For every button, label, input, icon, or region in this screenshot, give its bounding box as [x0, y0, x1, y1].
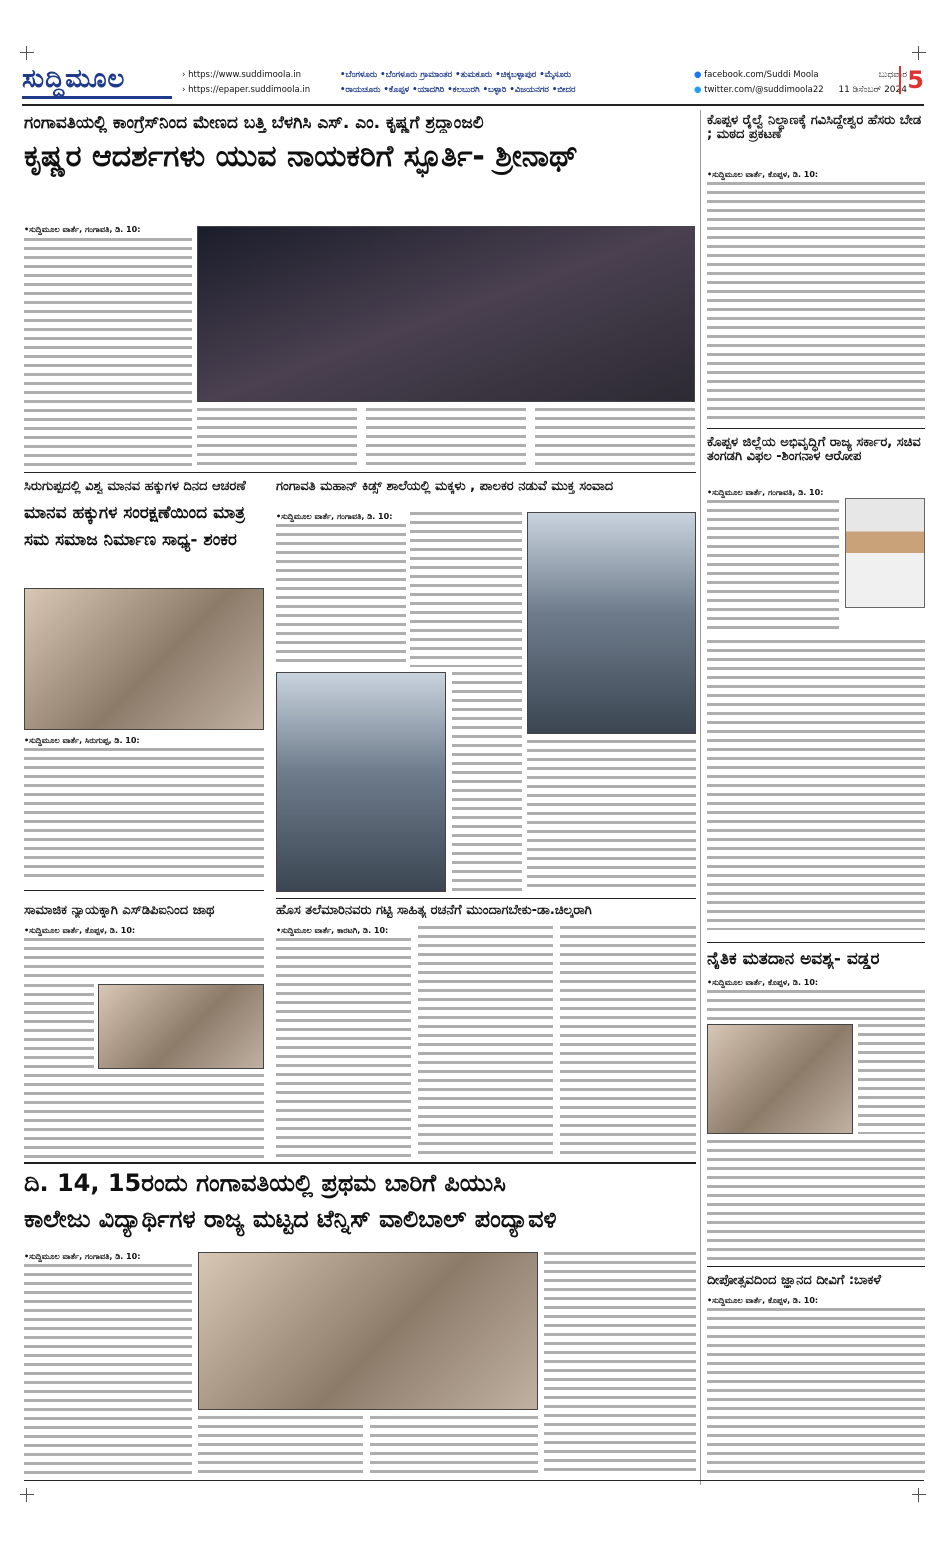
masthead-date: [827, 68, 907, 98]
bottom-body-col-3: [198, 1416, 363, 1474]
right4-headline: ದೀಪೋತ್ಸವದಿಂದ ಜ್ಞಾನದ ದೀವಿಗೆ :ಬಾಕಳೆ: [707, 1274, 881, 1288]
page-bottom-rule: [24, 1480, 924, 1481]
facebook-icon: ●: [694, 70, 702, 80]
right4-body: [707, 1308, 925, 1474]
left2-bottom-rule: [24, 890, 264, 891]
newspaper-logo[interactable]: ಸುದ್ದಿಮೂಲ: [22, 64, 126, 94]
right3-photo: [707, 1024, 853, 1134]
bottom-dateline: •ಸುದ್ದಿಮೂಲ ವಾರ್ತೆ, ಗಂಗಾವತಿ, ಡಿ. 10:: [24, 1252, 141, 1261]
right2-dateline: •ಸುದ್ದಿಮೂಲ ವಾರ್ತೆ, ಗಂಗಾವತಿ, ಡಿ. 10:: [707, 488, 824, 497]
lead-headline: ಕೃಷ್ಣರ ಆದರ್ಶಗಳು ಯುವ ನಾಯಕರಿಗೆ ಸ್ಫೂರ್ತಿ- ಶ್ರೀನಾಥ್: [24, 140, 579, 174]
registration-mark-tr: [912, 46, 926, 60]
mid-bottom-rule: [276, 898, 696, 899]
left3-headline: ಸಾಮಾಜಿಕ ನ್ಯಾಯಕ್ಕಾಗಿ ಎಸ್‌ಡಿಪಿಐನಿಂದ ಜಾಥ: [24, 904, 215, 918]
logo-underline: [22, 96, 172, 99]
masthead: [22, 62, 924, 106]
mid2-dateline: •ಸುದ್ದಿಮೂಲ ವಾರ್ತೆ, ಕಾರಟಗಿ, ಡಿ. 10:: [276, 926, 389, 935]
mid-photo-group: [276, 672, 446, 892]
bottom-headline-2: ಕಾಲೇಜು ವಿದ್ಯಾರ್ಥಿಗಳ ರಾಜ್ಯ ಮಟ್ಟದ ಟೆನ್ನಿಸ್ ವಾಲಿಬಾಲ್ ಪಂದ್ಯಾವಳಿ: [24, 1206, 557, 1233]
left3-dateline: •ಸುದ್ದಿಮೂಲ ವಾರ್ತೆ, ಕೊಪ್ಪಳ, ಡಿ. 10:: [24, 926, 136, 935]
twitter-link[interactable]: twitter.com/@suddimoola22: [704, 85, 824, 95]
left3-body-top: [24, 938, 264, 980]
registration-mark-tl: [20, 46, 34, 60]
left2-dateline: •ಸುದ್ದಿಮೂಲ ವಾರ್ತೆ, ಸಿರುಗುಪ್ಪ, ಡಿ. 10:: [24, 736, 140, 745]
right4-dateline: •ಸುದ್ದಿಮೂಲ ವಾರ್ತೆ, ಕೊಪ್ಪಳ, ಡಿ. 10:: [707, 1296, 819, 1305]
left3-body: [24, 1074, 264, 1158]
right3-body-top: [707, 990, 925, 1020]
mid-body-col-2: [410, 512, 522, 667]
registration-mark-br: [912, 1488, 926, 1502]
right2-headline: ಕೊಪ್ಪಳ ಜಿಲ್ಲೆಯ ಅಭಿವೃದ್ಧಿಗೆ ರಾಜ್ಯ ಸರ್ಕಾರ, ಸಚಿವ ತಂಗಡಗಿ ವಿಫಲ -ಶಿಂಗನಾಳ ಆರೋಪ: [707, 436, 921, 465]
lead-photo-candlelight-tribute: [197, 226, 695, 402]
right2-body: [707, 640, 925, 930]
right2-portrait: [845, 498, 925, 608]
right2-body-top: [707, 500, 839, 635]
masthead-social: [694, 68, 824, 98]
twitter-icon: ●: [694, 85, 702, 95]
mid2-headline: ಹೊಸ ತಲೆಮಾರಿನವರು ಗಟ್ಟಿ ಸಾಹಿತ್ಯ ರಚನೆಗೆ ಮುಂದಾಗಬೇಕು-ಡಾ.ಚಿಲ್ಕರಾಗಿ: [276, 904, 592, 918]
right1-bottom-rule: [707, 428, 925, 429]
mid2-body-col-1: [276, 938, 411, 1158]
facebook-link[interactable]: facebook.com/Suddi Moola: [704, 70, 819, 80]
issue-date: 11 ಡಿಸೆಂಬರ್ 2024: [838, 85, 907, 95]
mid-dateline: •ಸುದ್ದಿಮೂಲ ವಾರ್ತೆ, ಗಂಗಾವತಿ, ಡಿ. 10:: [276, 512, 393, 521]
mid-photo-parents-children: [527, 512, 696, 734]
right2-bottom-rule: [707, 942, 925, 943]
website-link[interactable]: › https://www.suddimoola.in: [182, 70, 302, 80]
page-number: 5: [899, 66, 924, 94]
mid2-body-col-3: [560, 926, 696, 1158]
cities-row-2: •ರಾಯಚೂರು •ಕೊಪ್ಪಳ •ಯಾದಗಿರಿ •ಕಲಬುರಗಿ •ಬಳ್ಳಾರಿ •ವಿಜಯನಗರ •ಬೀದರ: [340, 85, 576, 95]
lead-body-col-4: [535, 408, 695, 468]
bottom-body-col-1: [24, 1264, 192, 1474]
left2-photo-hospital-visit: [24, 588, 264, 730]
masthead-cities: [340, 68, 680, 98]
lead-body-col-3: [366, 408, 526, 468]
lead-body-col-1: [24, 238, 192, 468]
mid2-body-col-2: [418, 926, 553, 1158]
left2-headline: ಮಾನವ ಹಕ್ಕುಗಳ ಸಂರಕ್ಷಣೆಯಿಂದ ಮಾತ್ರ ಸಮ ಸಮಾಜ ನಿರ್ಮಾಣ ಸಾಧ್ಯ- ಶಂಕರ: [24, 503, 245, 550]
bottom-body-col-4: [370, 1416, 538, 1474]
masthead-links: [182, 68, 310, 98]
right3-bottom-rule: [707, 1266, 925, 1267]
lead-body-col-2: [197, 408, 357, 468]
right1-body: [707, 182, 925, 422]
mid-body-col-4: [527, 740, 696, 890]
lead-dateline: •ಸುದ್ದಿಮೂಲ ವಾರ್ತೆ, ಗಂಗಾವತಿ, ಡಿ. 10:: [24, 225, 141, 234]
right3-body-side: [858, 1024, 925, 1134]
lead-bottom-rule: [24, 472, 696, 473]
issue-day: ಬುಧವಾರ: [878, 70, 907, 80]
bottom-body-col-2: [544, 1252, 696, 1474]
registration-mark-bl: [20, 1488, 34, 1502]
mid-headline: ಗಂಗಾವತಿ ಮಹಾನ್ ಕಿಡ್ಸ್ ಶಾಲೆಯಲ್ಲಿ ಮಕ್ಕಳು , ಪಾಲಕರ ನಡುವೆ ಮುಕ್ತ ಸಂವಾದ: [276, 480, 614, 494]
mid-body-col-1: [276, 524, 406, 666]
left3-photo-press-meet: [98, 984, 264, 1069]
left2-kicker: ಸಿರುಗುಪ್ಪದಲ್ಲಿ ವಿಶ್ವ ಮಾನವ ಹಕ್ಕುಗಳ ದಿನದ ಆಚರಣೆ: [24, 480, 246, 494]
column-rule-right: [700, 110, 701, 1485]
right3-headline: ನೈತಿಕ ಮತದಾನ ಅವಶ್ಯ- ವಡ್ಡರ: [707, 950, 880, 969]
epaper-link[interactable]: › https://epaper.suddimoola.in: [182, 85, 311, 95]
left2-body: [24, 748, 264, 883]
right1-headline: ಕೊಪ್ಪಳ ರೈಲ್ವೆ ನಿಲ್ದಾಣಕ್ಕೆ ಗವಿಸಿದ್ದೇಶ್ವರ ಹೆಸರು ಬೇಡ ; ಮಠದ ಪ್ರಕಟಣೆ: [707, 114, 922, 143]
bottom-top-rule: [24, 1162, 696, 1164]
right3-dateline: •ಸುದ್ದಿಮೂಲ ವಾರ್ತೆ, ಕೊಪ್ಪಳ, ಡಿ. 10:: [707, 978, 819, 987]
right1-dateline: •ಸುದ್ದಿಮೂಲ ವಾರ್ತೆ, ಕೊಪ್ಪಳ, ಡಿ. 10:: [707, 170, 819, 179]
left3-body-side: [24, 984, 94, 1069]
right3-body: [707, 1140, 925, 1260]
cities-row-1: •ಬೆಂಗಳೂರು •ಬೆಂಗಳೂರು ಗ್ರಾಮಾಂತರ •ತುಮಕೂರು •ಚಿಕ್ಕಬಳ್ಳಾಪುರ •ಮೈಸೂರು: [340, 70, 572, 80]
bottom-photo-poster-release: [198, 1252, 538, 1410]
mid-body-col-3: [452, 672, 522, 892]
bottom-headline-1: ದಿ. 14, 15ರಂದು ಗಂಗಾವತಿಯಲ್ಲಿ ಪ್ರಥಮ ಬಾರಿಗೆ ಪಿಯುಸಿ: [24, 1170, 506, 1197]
lead-kicker: ಗಂಗಾವತಿಯಲ್ಲಿ ಕಾಂಗ್ರೆಸ್‌ನಿಂದ ಮೇಣದ ಬತ್ತಿ ಬೆಳಗಿಸಿ ಎಸ್. ಎಂ. ಕೃಷ್ಣಗೆ ಶ್ರದ್ಧಾಂಜಲಿ: [24, 114, 484, 133]
